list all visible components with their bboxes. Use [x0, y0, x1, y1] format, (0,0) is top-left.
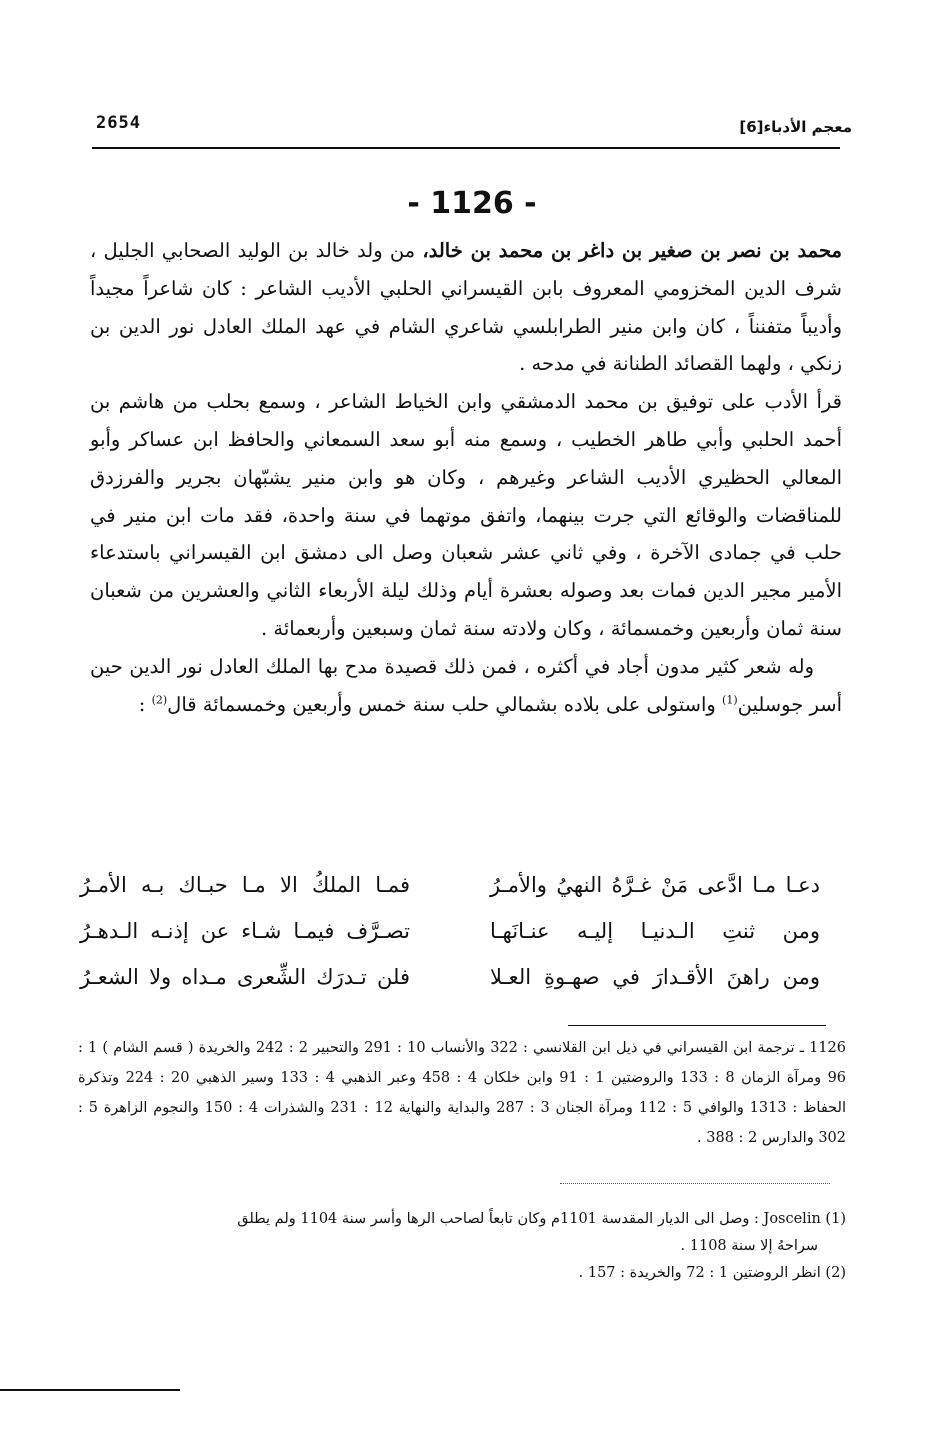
verse-line — [80, 954, 820, 1000]
footnote-2: (2) انظر الروضتين 1 : 72 والخريدة : 157 . — [578, 1265, 846, 1281]
entry-number: - 1126 - — [407, 186, 537, 221]
entry-sources-text: 1126 ـ ترجمة ابن القيسراني في ذيل ابن القلانسي : 322 والأنساب 10 : 291 والتحبير 2 : 242 والخريدة ( قسم الشام ) 1 : 96 ومرآة الزمان 8 : 133 والروضتين 1 : 91 وابن خلكان 4 : 458 وعبر الذهبي 4 : 133 وسير الذهبي 20 : 224 وتذكرة الحفاظ : 1313 والوافي 5 : 112 ومرآة الجنان 3 : 287 والبداية والنهاية 12 : 231 والشذرات 4 : 150 والنجوم الزاهرة 5 : 302 والدارس 2 : 388 . — [78, 1040, 847, 1146]
paragraph-3-text-c: : — [138, 692, 152, 716]
entry-sources — [78, 1033, 846, 1153]
footnote-ref-2: (2) — [151, 693, 168, 707]
verse-first-hemistich: ومن ثنتِ الـدنيـا إليـه عنـانَهـا — [490, 919, 820, 943]
page-number: 2654 — [96, 113, 141, 133]
notes-rule — [568, 1025, 826, 1026]
footnotes-divider — [560, 1183, 830, 1184]
paragraph-3 — [90, 648, 842, 724]
header-rule — [92, 147, 840, 149]
verse-line — [80, 862, 820, 908]
bottom-rule — [0, 1389, 180, 1391]
verse-second-hemistich: تصـرَّف فيمـا شـاء عن إذنـه الـدهـرُ — [80, 919, 410, 943]
footnote-1: (1) Joscelin : وصل الى الديار المقدسة 1101م وكان تابعاً لصاحب الرها وأسر سنة 1104 ولم يطلق — [237, 1211, 846, 1227]
verse-first-hemistich: ومن راهنَ الأقـدارَ في صهـوةِ العـلا — [490, 965, 820, 989]
entry-body — [90, 232, 842, 723]
paragraph-1 — [90, 232, 842, 383]
verse-line — [80, 908, 820, 954]
paragraph-3-text-a: وله شعر كثير مدون أجاد في أكثره ، فمن ذلك قصيدة مدح بها الملك العادل نور الدين حين أسر جوسلين — [90, 654, 842, 716]
running-header-title: معجم الأدباء[6] — [739, 118, 852, 136]
footnote-ref-1: (1) — [722, 693, 738, 707]
poem — [80, 862, 820, 1000]
paragraph-3-text-b: واستولى على بلاده بشمالي حلب سنة خمس وأربعين وخمسمائة قال — [167, 692, 723, 716]
verse-second-hemistich: فمـا الملكُ الا مـا حبـاك بـه الأمـرُ — [80, 873, 410, 897]
verse-second-hemistich: فلن تـدرَك الشِّعرى مـداه ولا الشعـرُ — [80, 965, 410, 989]
footnotes — [78, 1206, 846, 1287]
footnote-1-continuation: سراحهُ إلا سنة 1108 . — [680, 1238, 818, 1254]
paragraph-2: قرأ الأدب على توفيق بن محمد الدمشقي وابن الخياط الشاعر ، وسمع بحلب من هاشم بن أحمد الحلبي وأبي طاهر الخطيب ، وسمع منه أبو سعد السمعاني والحافظ ابن عساكر وأبو المعالي الحظيري الأديب الشاعر وغيرهم ، وكان هو وابن منير يشبّهان بجرير والفرزدق للمناقضات والوقائع التي جرت بينهما، واتفق موتهما في سنة واحدة، فقد مات ابن منير في حلب في جمادى الآخرة ، وفي ثاني عشر شعبان وصل الى دمشق ابن القيسراني باستدعاء الأمير مجير الدين فمات بعد وصوله بعشرة أيام وذلك ليلة الأربعاء الثاني والعشرين من شعبان سنة ثمان وأربعين وخمسمائة ، وكان ولادته سنة ثمان وسبعين وأربعمائة . — [90, 390, 842, 640]
verse-first-hemistich: دعـا مـا ادَّعى مَنْ غـرَّهُ النهيُ والأمـرُ — [490, 873, 820, 897]
subject-name: محمد بن نصر بن صغير بن داغر بن محمد بن خالد، — [422, 239, 842, 262]
paragraph-1-text: من ولد خالد بن الوليد الصحابي الجليل ، شرف الدين المخزومي المعروف بابن القيسراني الحلبي الأديب الشاعر : كان شاعراً مجيداً وأديباً متفنناً ، كان وابن منير الطرابلسي شاعري الشام في عهد الملك العادل نور الدين بن زنكي ، ولهما القصائد الطنانة في مدحه . — [90, 239, 842, 376]
